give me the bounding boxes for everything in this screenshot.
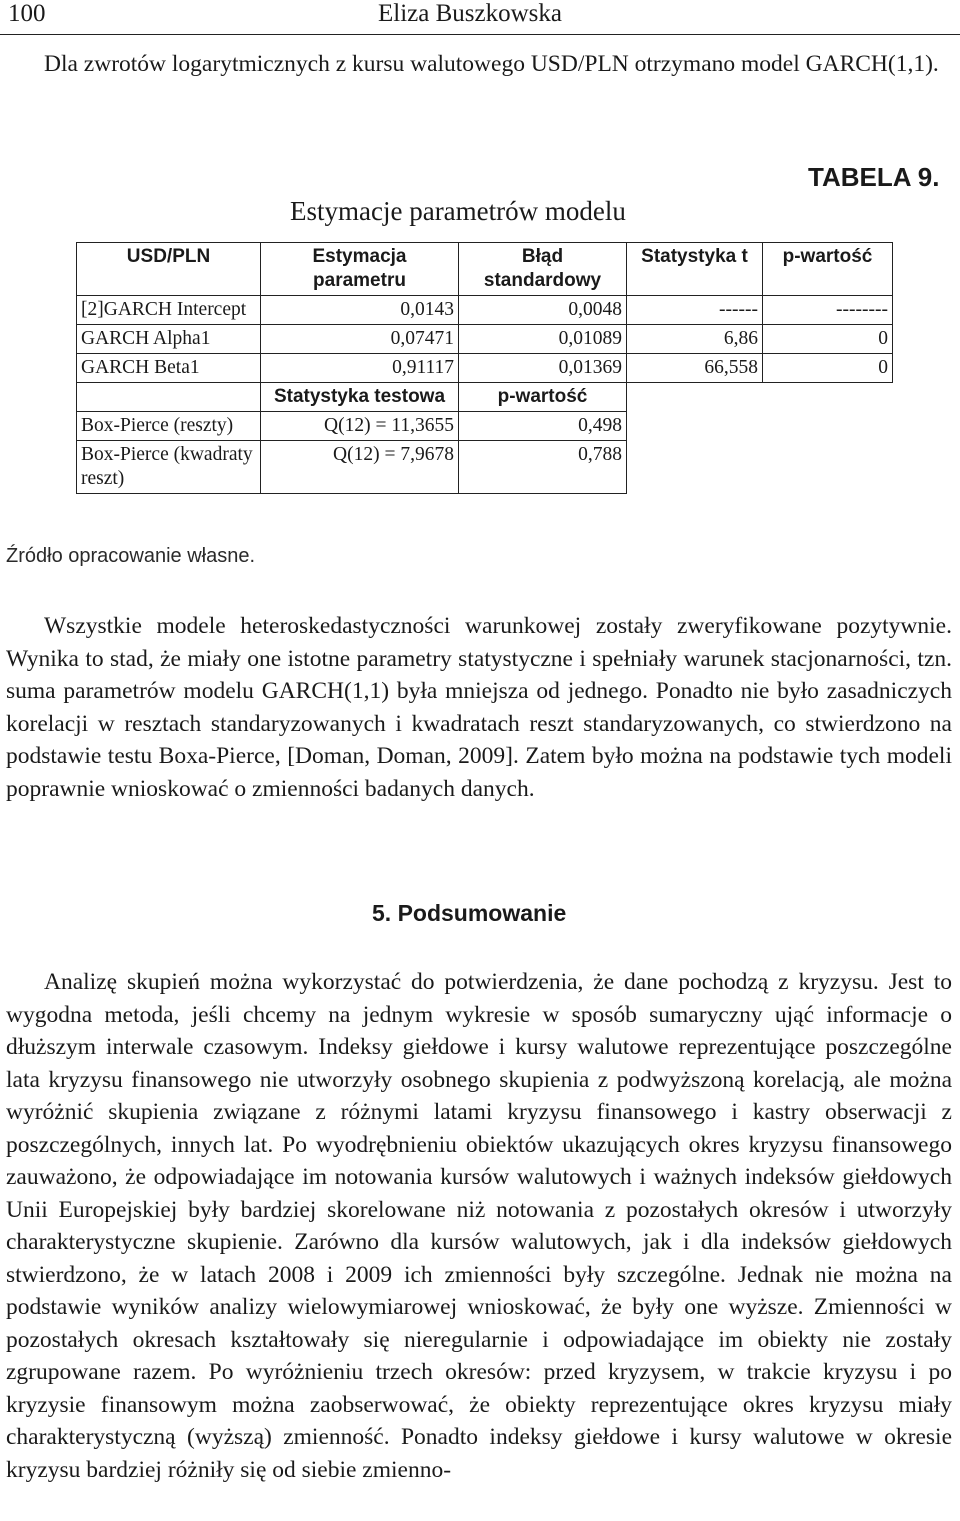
table-row	[77, 325, 893, 354]
table-header-row	[77, 243, 893, 296]
row-label: GARCH Alpha1	[77, 325, 261, 354]
page-header	[0, 0, 960, 35]
table-cell: Q(12) = 11,3655	[261, 412, 459, 441]
header-cell: Statystyka t	[627, 243, 763, 296]
running-title: Eliza Buszkowska	[378, 0, 562, 27]
row-label: Box-Pierce (reszty)	[77, 412, 261, 441]
header-cell: USD/PLN	[77, 243, 261, 296]
source-note: Źródło opracowanie własne.	[6, 545, 256, 567]
table-cell: 0,01089	[459, 325, 627, 354]
table-cell: --------	[763, 296, 893, 325]
header-cell: p-wartość	[459, 383, 627, 412]
row-label: Box-Pierce (kwadraty reszt)	[77, 441, 261, 494]
test-row	[77, 412, 893, 441]
table-label: TABELA 9.	[808, 162, 940, 192]
intro-paragraph: Dla zwrotów logarytmicznych z kursu walutowego USD/PLN otrzymano model GARCH(1,1).	[44, 51, 939, 77]
header-cell: Błąd standardowy	[459, 243, 627, 296]
table-row	[77, 354, 893, 383]
table-cell: 0,07471	[261, 325, 459, 354]
table-cell: Q(12) = 7,9678	[261, 441, 459, 494]
body-paragraph: Wszystkie modele heteroskedastyczności warunkowej zostały zweryfikowane pozytywnie. Wynika to stad, że miały one istotne parametry statystyczne i spełniały warunek stacjonarności, tzn. suma parametrów modelu GARCH(1,1) była mniejsza od jednego. Ponadto nie było zasadniczych korelacji w resztach standaryzowanych i kwadratach reszt standaryzowanych, co stwierdzono na podstawie testu Boxa-Pierce, [Doman, Doman, 2009]. Zatem było można na podstawie tych modeli poprawnie wnioskować o zmienności badanych danych.	[6, 613, 952, 802]
table-cell: 0	[763, 325, 893, 354]
table-cell: 0,0048	[459, 296, 627, 325]
summary-paragraph: Analizę skupień można wykorzystać do potwierdzenia, że dane pochodzą z kryzysu. Jest to wygodna metoda, jeśli chcemy na jednym wykresie w sposób sumaryczny ująć informacje o dłuższym interwale czasowym. Indeksy giełdowe i kursy walutowe reprezentujące poszczególne lata kryzysu finansowego nie utworzyły osobnego skupienia z podwyższoną korelacją, ale można wyróżnić skupienia związane z różnymi latami kryzysu finansowego i kastry obserwacji z poszczególnych, innych lat. Po wyodrębnieniu obiektów ukazujących okres kryzysu finansowego zauważono, że odpowiadające im notowania kursów walutowych i ważnych indeksów giełdowych Unii Europejskiej były bardziej skorelowane niż notowania z pozostałych okresów i utworzyły charakterystyczne skupienie. Zarówno dla kursów walutowych, jak i dla indeksów giełdowych stwierdzono, że w latach 2008 i 2009 ich zmienności były szczególne. Jednak nie można na podstawie wyników analizy wielowymiarowej wnioskować, że były one wyższe. Zmienności w pozostałych okresach kształtowały się nieregularnie i odpowiadające im obiekty nie zostały zgrupowane razem. Po wyróżnieniu trzech okresów: przed kryzysem, w trakcie kryzysu i po kryzysie finansowym można zaobserwować, że obiekty reprezentujące okres kryzysu miały charakterystyczną (wyższą) zmienność. Ponadto indeksy giełdowe i kursy walutowe w okresie kryzysu bardziej różniły się od siebie zmienno-	[6, 969, 952, 1483]
table-cell: 0,01369	[459, 354, 627, 383]
table-cell: 0	[763, 354, 893, 383]
table-cell: 0,498	[459, 412, 627, 441]
header-cell: Estymacja parametru	[261, 243, 459, 296]
row-label: [2]GARCH Intercept	[77, 296, 261, 325]
table-cell: 0,0143	[261, 296, 459, 325]
test-header-row	[77, 383, 893, 412]
table-cell: ------	[627, 296, 763, 325]
table-cell: 0,788	[459, 441, 627, 494]
header-cell: p-wartość	[763, 243, 893, 296]
page-number: 100	[8, 0, 46, 27]
header-cell: Statystyka testowa	[261, 383, 459, 412]
table-title: Estymacje parametrów modelu	[290, 196, 626, 226]
table-cell: 66,558	[627, 354, 763, 383]
estimation-table	[76, 242, 893, 494]
section-heading: 5. Podsumowanie	[372, 900, 567, 926]
table-row	[77, 296, 893, 325]
test-row	[77, 441, 893, 494]
table-cell: 6,86	[627, 325, 763, 354]
table-cell: 0,91117	[261, 354, 459, 383]
row-label: GARCH Beta1	[77, 354, 261, 383]
